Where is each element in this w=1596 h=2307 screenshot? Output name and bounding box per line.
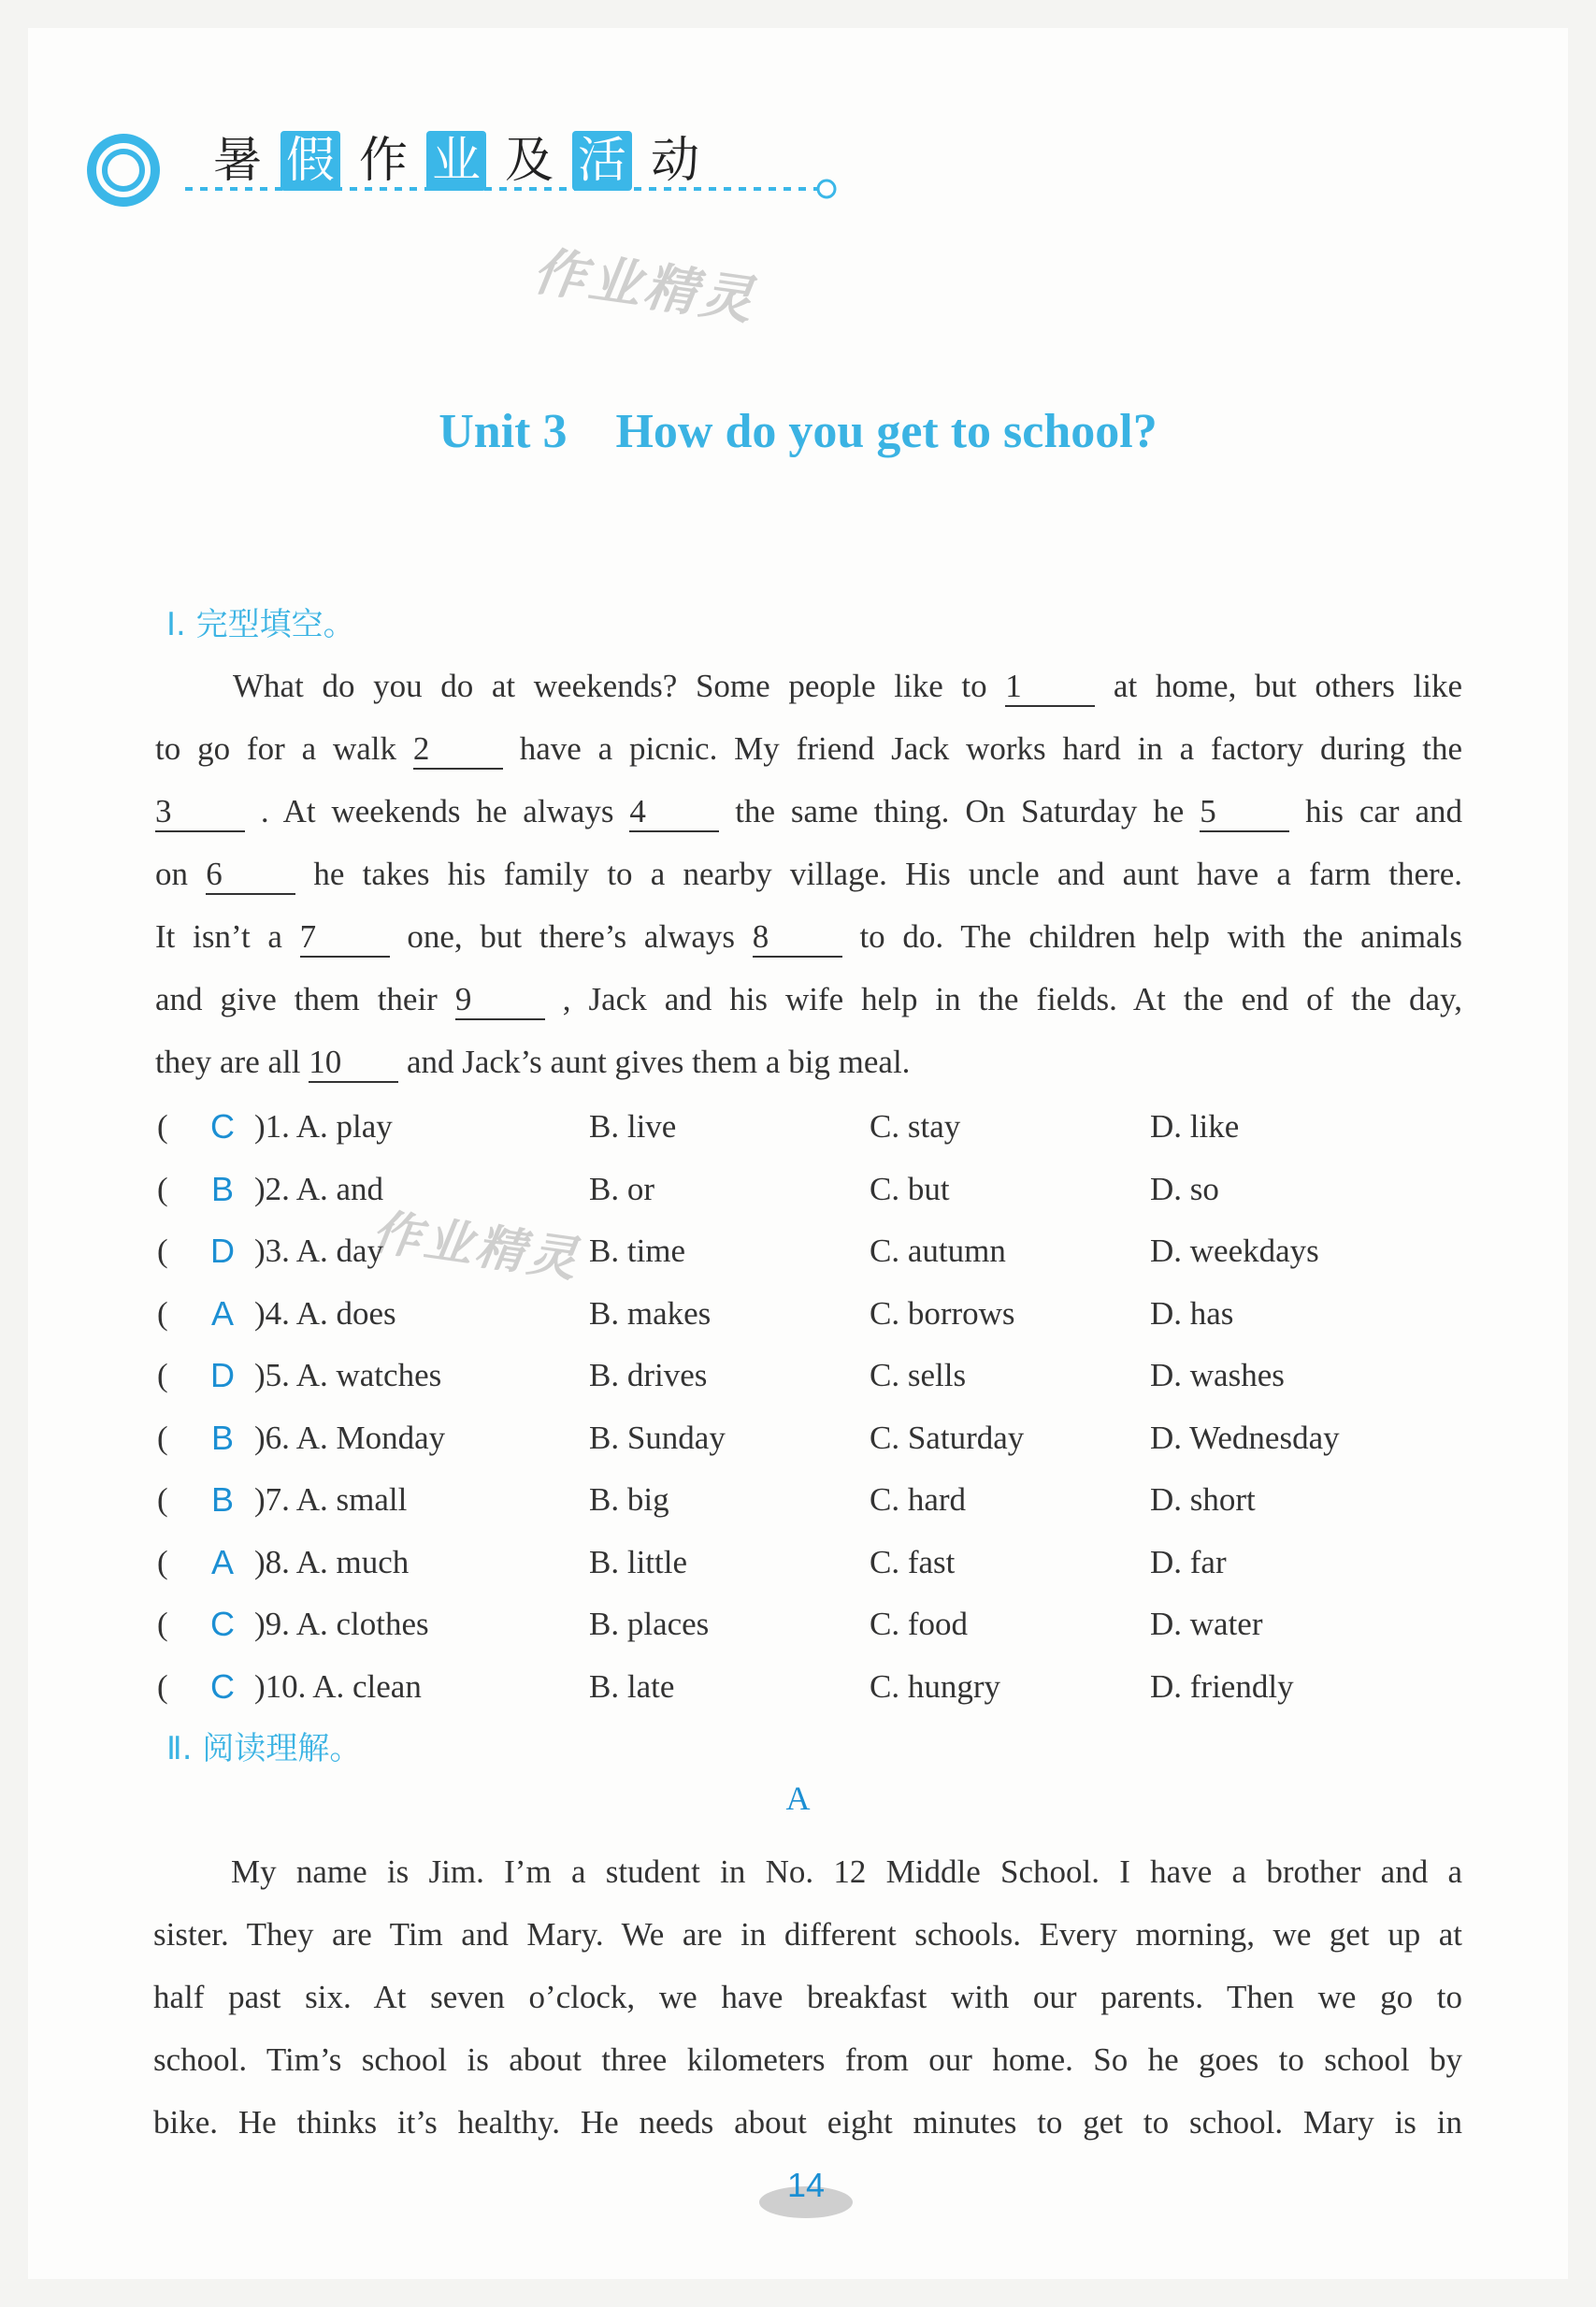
passage-line — [155, 655, 1462, 717]
question-row — [155, 1159, 1483, 1221]
answer-letter: B — [210, 1418, 234, 1457]
answer-paren: ( — [157, 1233, 168, 1269]
banner-char-boxed: 业 — [426, 131, 486, 191]
ring-icon — [86, 133, 161, 208]
passage-text: they are all — [155, 1044, 309, 1080]
question-row — [155, 1345, 1483, 1407]
blank-number: 5 — [1200, 793, 1289, 832]
passage-line — [155, 1031, 1462, 1093]
option-b: B. late — [589, 1667, 675, 1705]
option-d: D. weekdays — [1150, 1233, 1319, 1269]
answer-paren: ( — [157, 1294, 168, 1332]
option-d: D. short — [1150, 1481, 1256, 1518]
question-row — [155, 1593, 1483, 1656]
option-a: )7. A. small — [254, 1481, 408, 1518]
option-b: B. or — [589, 1170, 654, 1207]
section-1-heading: Ⅰ. 完型填空。 — [166, 606, 355, 643]
passage-text: It isn’t a — [155, 918, 300, 955]
blank-number: 3 — [155, 793, 245, 832]
reading-line: bike. He thinks it’s healthy. He needs about eight minutes to get to school. Mary is in — [153, 2104, 1462, 2141]
passage-line — [155, 780, 1462, 843]
option-d: D. like — [1150, 1108, 1240, 1145]
option-b: B. little — [589, 1543, 687, 1580]
option-a: )1. A. play — [254, 1108, 393, 1145]
passage-text: one, but there’s always — [389, 918, 753, 955]
passage-text: , Jack and his wife help in the fields. At the end of the day, — [544, 981, 1462, 1017]
answer-paren: ( — [157, 1357, 168, 1393]
passage-label: A — [785, 1780, 811, 1817]
blank-number: 2 — [413, 730, 503, 770]
blank-number: 4 — [629, 793, 719, 832]
cloze-passage — [155, 655, 1462, 1093]
page-number-badge — [759, 2166, 853, 2222]
option-d: D. friendly — [1150, 1667, 1294, 1705]
watermark: 作业精灵 — [529, 240, 760, 333]
option-b: B. live — [589, 1108, 677, 1145]
option-b: B. makes — [589, 1294, 712, 1332]
watermark: 作业精灵 — [368, 1204, 584, 1290]
option-b: B. time — [589, 1233, 686, 1269]
passage-text: to go for a walk — [155, 730, 413, 767]
unit-title: Unit 3 How do you get to school? — [439, 405, 1157, 458]
option-d: D. has — [1150, 1294, 1234, 1332]
answer-paren: ( — [157, 1481, 168, 1518]
passage-line — [155, 717, 1462, 780]
option-c: C. food — [870, 1606, 968, 1642]
passage-text: and give them their — [155, 981, 455, 1017]
passage-text: to do. The children help with the animals — [841, 918, 1462, 955]
banner-char-boxed: 活 — [572, 131, 632, 191]
answer-paren: ( — [157, 1667, 168, 1705]
question-row — [155, 1469, 1483, 1532]
option-c: C. autumn — [870, 1233, 1006, 1269]
header-banner — [86, 122, 834, 210]
answer-paren: ( — [157, 1108, 168, 1145]
option-a: )3. A. day — [254, 1233, 384, 1269]
option-a: )10. A. clean — [254, 1667, 422, 1705]
answer-letter: D — [210, 1356, 235, 1394]
passage-line — [155, 905, 1462, 968]
option-c: C. sells — [870, 1357, 967, 1393]
option-d: D. far — [1150, 1543, 1227, 1580]
option-c: C. but — [870, 1170, 950, 1207]
option-b: B. places — [589, 1606, 710, 1642]
passage-text: What do you do at weekends? Some people like to — [233, 668, 1006, 704]
option-c: C. fast — [870, 1543, 956, 1580]
option-b: B. big — [589, 1481, 669, 1518]
option-a: )2. A. and — [254, 1170, 384, 1207]
blank-number: 10 — [309, 1044, 398, 1083]
option-d: D. washes — [1150, 1357, 1285, 1393]
answer-paren: ( — [157, 1606, 168, 1642]
banner-char-boxed: 假 — [280, 131, 340, 191]
option-a: )6. A. Monday — [254, 1419, 446, 1456]
answer-paren: ( — [157, 1419, 168, 1456]
page-number: 14 — [786, 2166, 826, 2204]
blank-number: 6 — [206, 856, 295, 895]
option-c: C. Saturday — [870, 1419, 1025, 1456]
answer-letter: C — [210, 1605, 235, 1643]
passage-text: at home, but others like — [1095, 668, 1462, 704]
answer-letter: D — [210, 1232, 235, 1270]
banner-char: 作 — [358, 133, 408, 189]
reading-line: school. Tim’s school is about three kilometers from our home. So he goes to school by — [153, 2041, 1462, 2078]
banner-title — [208, 123, 705, 198]
option-c: C. stay — [870, 1108, 961, 1145]
question-row — [155, 1283, 1483, 1346]
option-a: )8. A. much — [254, 1543, 410, 1580]
banner-char: 动 — [650, 133, 699, 189]
passage-line — [155, 968, 1462, 1031]
question-row — [155, 1220, 1483, 1283]
question-row — [155, 1532, 1483, 1594]
answer-letter: C — [210, 1107, 235, 1146]
passage-text: the same thing. On Saturday he — [719, 793, 1201, 829]
passage-text: have a picnic. My friend Jack works hard in a factory during the — [502, 730, 1462, 767]
option-d: D. so — [1150, 1170, 1219, 1207]
blank-number: 9 — [455, 981, 545, 1020]
banner-char: 暑 — [212, 133, 262, 189]
option-c: C. borrows — [870, 1294, 1015, 1332]
answer-letter: A — [210, 1542, 234, 1581]
answer-paren: ( — [157, 1170, 168, 1207]
reading-line: sister. They are Tim and Mary. We are in different schools. Every morning, we get up at — [153, 1916, 1462, 1953]
option-a: )4. A. does — [254, 1294, 396, 1332]
option-a: )9. A. clothes — [254, 1606, 429, 1642]
reading-line: half past six. At seven o’clock, we have breakfast with our parents. Then we go to — [153, 1979, 1462, 2015]
blank-number: 7 — [300, 918, 390, 958]
passage-line — [155, 843, 1462, 905]
option-b: B. Sunday — [589, 1419, 726, 1456]
option-c: C. hard — [870, 1481, 967, 1518]
answer-letter: B — [210, 1169, 234, 1208]
passage-text: on — [155, 856, 207, 892]
passage-text: and Jack’s aunt gives them a big meal. — [398, 1044, 911, 1080]
option-d: D. water — [1150, 1606, 1263, 1642]
question-row — [155, 1656, 1483, 1719]
reading-line: My name is Jim. I’m a student in No. 12 Middle School. I have a brother and a — [231, 1853, 1462, 1890]
option-b: B. drives — [589, 1357, 708, 1393]
blank-number: 1 — [1005, 668, 1095, 707]
section-2-heading: Ⅱ. 阅读理解。 — [166, 1730, 362, 1767]
passage-text: his car and — [1289, 793, 1462, 829]
answer-letter: A — [210, 1293, 234, 1333]
passage-text: he takes his family to a nearby village. His uncle and aunt have a farm there. — [295, 856, 1462, 892]
option-c: C. hungry — [870, 1667, 1000, 1705]
answer-letter: B — [210, 1480, 234, 1519]
question-row — [155, 1407, 1483, 1470]
option-a: )5. A. watches — [254, 1357, 442, 1393]
question-row — [155, 1096, 1483, 1159]
answer-paren: ( — [157, 1543, 168, 1580]
passage-text: . At weekends he always — [245, 793, 630, 829]
banner-char: 及 — [504, 133, 554, 189]
answer-letter: C — [210, 1666, 235, 1706]
option-d: D. Wednesday — [1150, 1419, 1340, 1456]
reading-passage — [153, 1840, 1462, 2154]
blank-number: 8 — [753, 918, 842, 958]
question-list — [155, 1096, 1483, 1718]
